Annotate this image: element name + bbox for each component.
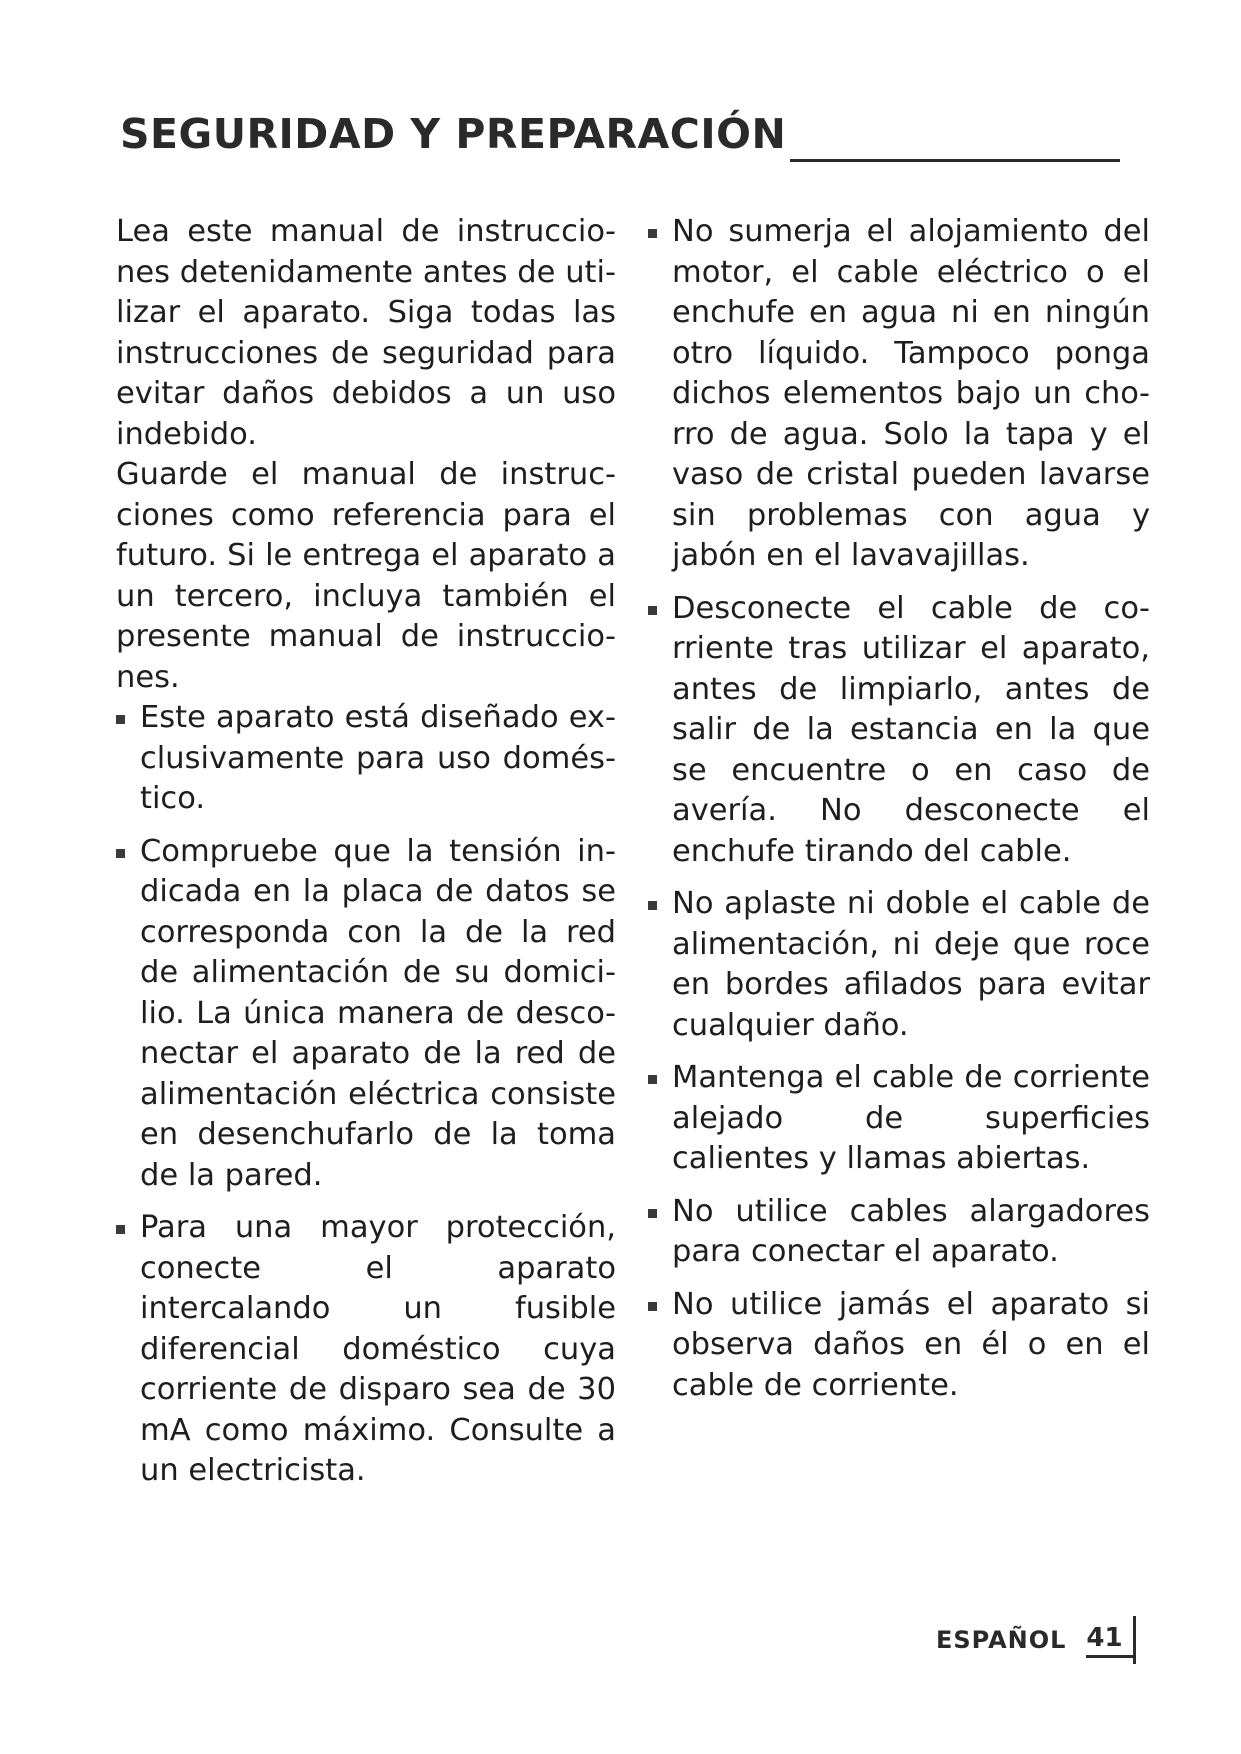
left-column bbox=[116, 212, 616, 1492]
footer-language: ESPAÑOL bbox=[936, 1626, 1067, 1654]
list-item-text: Este aparato está diseñado exclusivamente para uso doméstico. bbox=[140, 700, 616, 816]
intro-paragraph: Lea este manual de instrucciones detenidamente antes de utilizar el aparato. Siga todas las instrucciones de seguridad para evitar daños debidos a un uso indebido. bbox=[116, 214, 616, 452]
list-item bbox=[116, 1208, 616, 1492]
list-item bbox=[648, 589, 1150, 873]
list-item bbox=[648, 1192, 1150, 1273]
square-bullet-icon bbox=[116, 1225, 125, 1234]
square-bullet-icon bbox=[648, 901, 657, 910]
section-title: SEGURIDAD Y PREPARACIÓN bbox=[120, 110, 787, 158]
list-item-text: No sumerja el alojamiento del motor, el cable eléctrico o el enchufe en agua ni en ningún otro líquido. Tampoco ponga dichos elementos bajo un chorro de agua. Solo la tapa y el vaso de cristal pueden lavarse sin problemas con agua y jabón en el lavavajillas. bbox=[672, 214, 1150, 573]
page-footer bbox=[936, 1616, 1136, 1664]
page-number: 41 bbox=[1086, 1623, 1132, 1658]
list-item bbox=[116, 698, 616, 820]
list-item bbox=[648, 1058, 1150, 1180]
right-column bbox=[648, 212, 1150, 1406]
square-bullet-icon bbox=[648, 606, 657, 615]
footer-rule-divider bbox=[1133, 1616, 1136, 1664]
square-bullet-icon bbox=[116, 715, 125, 724]
heading-rule-divider bbox=[790, 159, 1120, 162]
square-bullet-icon bbox=[648, 1075, 657, 1084]
square-bullet-icon bbox=[648, 1302, 657, 1311]
list-item bbox=[648, 1285, 1150, 1407]
list-item bbox=[648, 884, 1150, 1046]
list-item-text: Mantenga el cable de corriente alejado de superficies calientes y llamas abiertas. bbox=[672, 1060, 1150, 1176]
list-item-text: No utilice cables alargadores para conectar el aparato. bbox=[672, 1193, 1150, 1269]
right-safety-list bbox=[648, 212, 1150, 1406]
list-item-text: No aplaste ni doble el cable de alimentación, ni deje que roce en bordes afilados para evitar cualquier daño. bbox=[672, 886, 1150, 1043]
list-item-text: Compruebe que la tensión indicada en la placa de datos se corresponda con la de la red de alimentación de su domicilio. La única manera de desconectar el aparato de la red de alimentación eléctrica consiste en desenchufarlo de la toma de la pared. bbox=[140, 833, 616, 1193]
square-bullet-icon bbox=[116, 849, 125, 858]
left-safety-list bbox=[116, 698, 616, 1492]
list-item-text: Desconecte el cable de corriente tras utilizar el aparato, antes de limpiarlo, antes de salir de la estancia en la que se encuentre o en caso de avería. No desconecte el enchufe tirando del cable. bbox=[672, 590, 1150, 869]
list-item-text: No utilice jamás el aparato si observa daños en él o en el cable de corriente. bbox=[672, 1286, 1150, 1403]
list-item bbox=[648, 212, 1150, 577]
square-bullet-icon bbox=[648, 1209, 657, 1218]
list-item bbox=[116, 832, 616, 1197]
list-item-text: Para una mayor protección, conecte el aparato intercalando un fusible diferencial doméstico cuya corriente de disparo sea de 30 mA como máximo. Consulte a un electricista. bbox=[140, 1210, 616, 1488]
intro-paragraph: Guarde el manual de instrucciones como referencia para el futuro. Si le entrega el aparato a un tercero, incluya también el presente manual de instrucciones. bbox=[116, 457, 616, 695]
square-bullet-icon bbox=[648, 229, 657, 238]
